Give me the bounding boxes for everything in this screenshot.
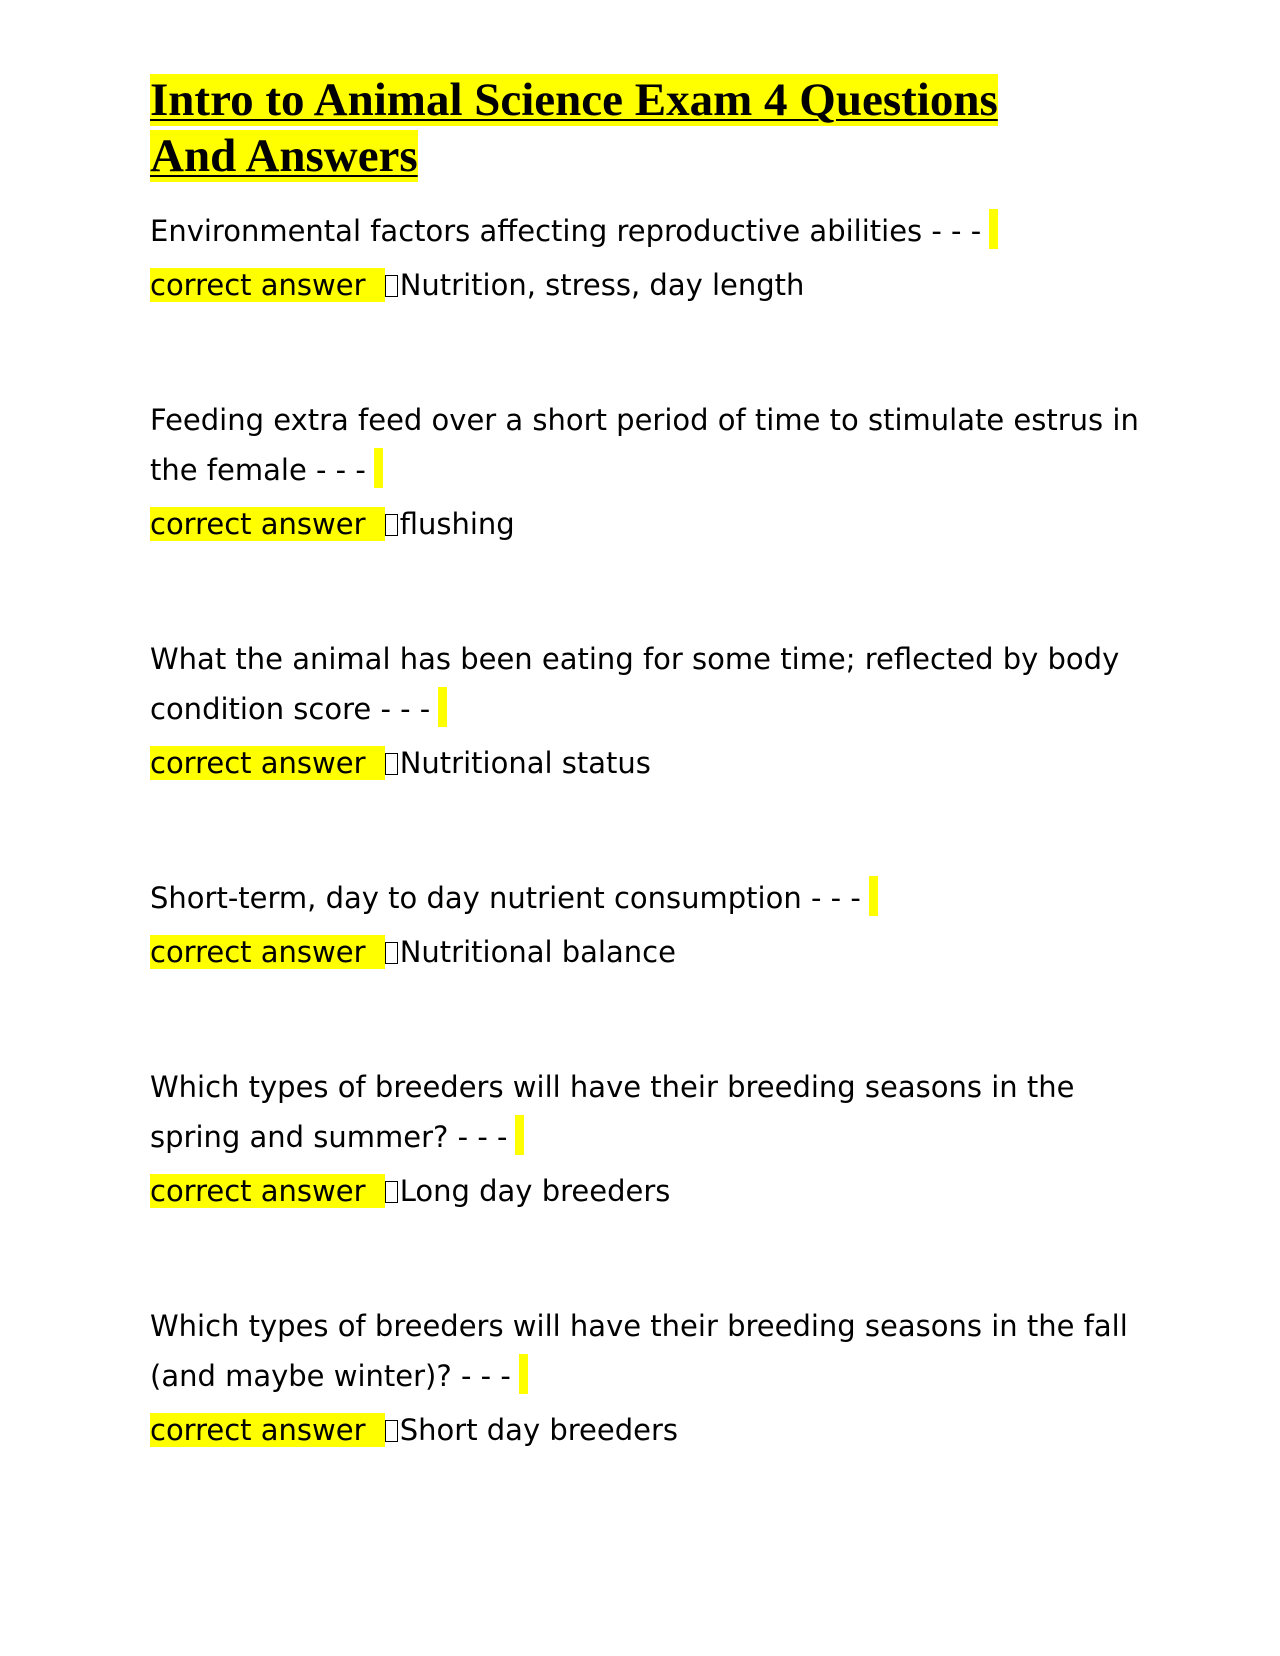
answer-text: Nutritional balance (399, 935, 676, 969)
answer-label: correct answer (150, 746, 385, 780)
answer-text: Short day breeders (399, 1413, 678, 1447)
missing-glyph-icon (385, 1420, 398, 1442)
question-text: Short-term, day to day nutrient consumption - - - (150, 881, 861, 915)
missing-glyph-icon (385, 275, 398, 297)
question-text: What the animal has been eating for some time; reflected by body condition score - - - (150, 642, 1120, 726)
answer-text: flushing (399, 507, 515, 541)
answer-label: correct answer (150, 507, 385, 541)
question-text: Which types of breeders will have their breeding seasons in the spring and summer? - - - (150, 1070, 1075, 1154)
qa-item (150, 1062, 1140, 1216)
qa-item (150, 634, 1140, 788)
question-text: Environmental factors affecting reproductive abilities - - - (150, 214, 982, 248)
highlight-marker (438, 687, 447, 727)
document-page (150, 72, 1140, 1540)
qa-item (150, 206, 1140, 310)
qa-item (150, 1301, 1140, 1455)
title-line-1: Intro to Animal Science Exam 4 Questions (150, 74, 998, 126)
missing-glyph-icon (385, 1181, 398, 1203)
qa-item (150, 873, 1140, 977)
highlight-marker (515, 1115, 524, 1155)
answer-text: Nutrition, stress, day length (399, 268, 805, 302)
missing-glyph-icon (385, 753, 398, 775)
highlight-marker (869, 876, 878, 916)
answer-label: correct answer (150, 1413, 385, 1447)
document-title (150, 72, 1140, 184)
qa-item (150, 395, 1140, 549)
answer-text: Long day breeders (399, 1174, 671, 1208)
answer-text: Nutritional status (399, 746, 651, 780)
answer-label: correct answer (150, 1174, 385, 1208)
missing-glyph-icon (385, 514, 398, 536)
question-text: Feeding extra feed over a short period of time to stimulate estrus in the female - - - (150, 403, 1139, 487)
title-line-2: And Answers (150, 130, 418, 182)
highlight-marker (374, 448, 383, 488)
highlight-marker (989, 209, 998, 249)
answer-label: correct answer (150, 935, 385, 969)
missing-glyph-icon (385, 942, 398, 964)
highlight-marker (519, 1354, 528, 1394)
answer-label: correct answer (150, 268, 385, 302)
qa-list (150, 206, 1140, 1455)
question-text: Which types of breeders will have their breeding seasons in the fall (and maybe winter)? - - - (150, 1309, 1128, 1393)
